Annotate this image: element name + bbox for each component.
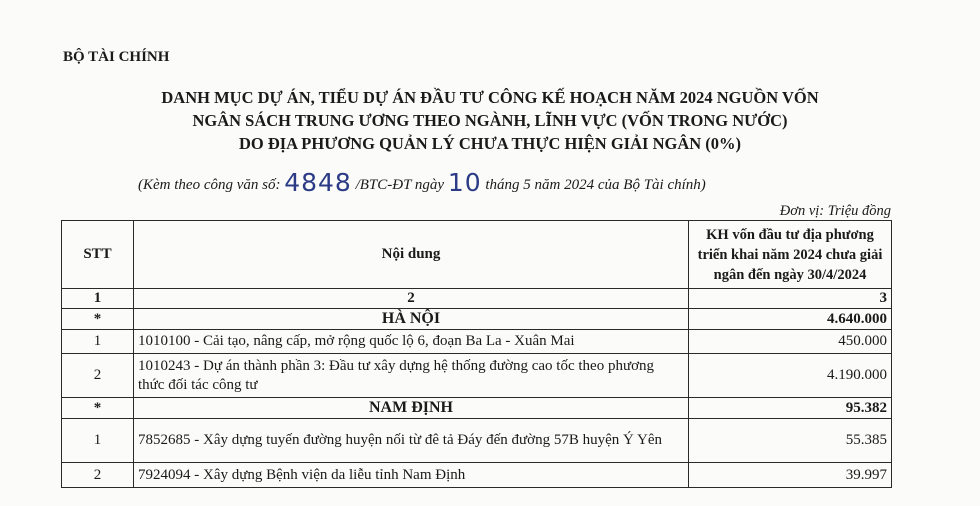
row-value: 4.190.000 <box>689 354 892 398</box>
row-value: 55.385 <box>689 419 892 463</box>
section-marker: * <box>62 309 134 330</box>
section-total: 95.382 <box>689 398 892 419</box>
column-number-row <box>62 289 892 309</box>
column-number: 3 <box>689 289 892 309</box>
row-content: 7924094 - Xây dựng Bệnh viện da liễu tỉnh Nam Định <box>134 463 689 488</box>
row-content: 1010243 - Dự án thành phần 3: Đầu tư xây dựng hệ thống đường cao tốc theo phương thức đối tác công tư <box>134 354 689 398</box>
row-stt: 1 <box>62 419 134 463</box>
title-line-1: DANH MỤC DỰ ÁN, TIỂU DỰ ÁN ĐẦU TƯ CÔNG KẾ HOẠCH NĂM 2024 NGUỒN VỐN <box>161 88 819 107</box>
title-line-2: NGÂN SÁCH TRUNG ƯƠNG THEO NGÀNH, LĨNH VỰC (VỐN TRONG NƯỚC) <box>192 111 788 130</box>
header-stt: STT <box>62 221 134 289</box>
section-row-ha-noi <box>62 309 892 330</box>
row-stt: 1 <box>62 330 134 354</box>
project-table <box>61 220 892 488</box>
row-value: 39.997 <box>689 463 892 488</box>
reference-middle: /BTC-ĐT ngày <box>355 177 445 193</box>
table-row <box>62 330 892 354</box>
table-header-row <box>62 221 892 289</box>
row-stt: 2 <box>62 463 134 488</box>
document-number: 4848 <box>284 168 352 197</box>
reference-prefix: (Kèm theo công văn số: <box>138 177 281 193</box>
table-row <box>62 419 892 463</box>
table-row <box>62 463 892 488</box>
section-name: NAM ĐỊNH <box>134 398 689 419</box>
ministry-name: BỘ TÀI CHÍNH <box>63 49 170 65</box>
row-content: 1010100 - Cải tạo, nâng cấp, mở rộng quốc lộ 6, đoạn Ba La - Xuân Mai <box>134 330 689 354</box>
document-day: 10 <box>447 168 482 197</box>
header-plan: KH vốn đầu tư địa phương triển khai năm 2024 chưa giải ngân đến ngày 30/4/2024 <box>689 221 892 289</box>
row-stt: 2 <box>62 354 134 398</box>
unit-label: Đơn vị: Triệu đồng <box>779 203 891 219</box>
table-row <box>62 354 892 398</box>
section-row-nam-dinh <box>62 398 892 419</box>
reference-line <box>138 166 706 195</box>
column-number: 1 <box>62 289 134 309</box>
section-name: HÀ NỘI <box>134 309 689 330</box>
document-title <box>0 86 980 155</box>
header-content: Nội dung <box>134 221 689 289</box>
reference-suffix: tháng 5 năm 2024 của Bộ Tài chính) <box>485 177 706 193</box>
row-value: 450.000 <box>689 330 892 354</box>
column-number: 2 <box>134 289 689 309</box>
section-total: 4.640.000 <box>689 309 892 330</box>
title-line-3: DO ĐỊA PHƯƠNG QUẢN LÝ CHƯA THỰC HIỆN GIẢI NGÂN (0%) <box>238 134 742 153</box>
row-content: 7852685 - Xây dựng tuyến đường huyện nối từ đê tả Đáy đến đường 57B huyện Ý Yên <box>134 419 689 463</box>
section-marker: * <box>62 398 134 419</box>
